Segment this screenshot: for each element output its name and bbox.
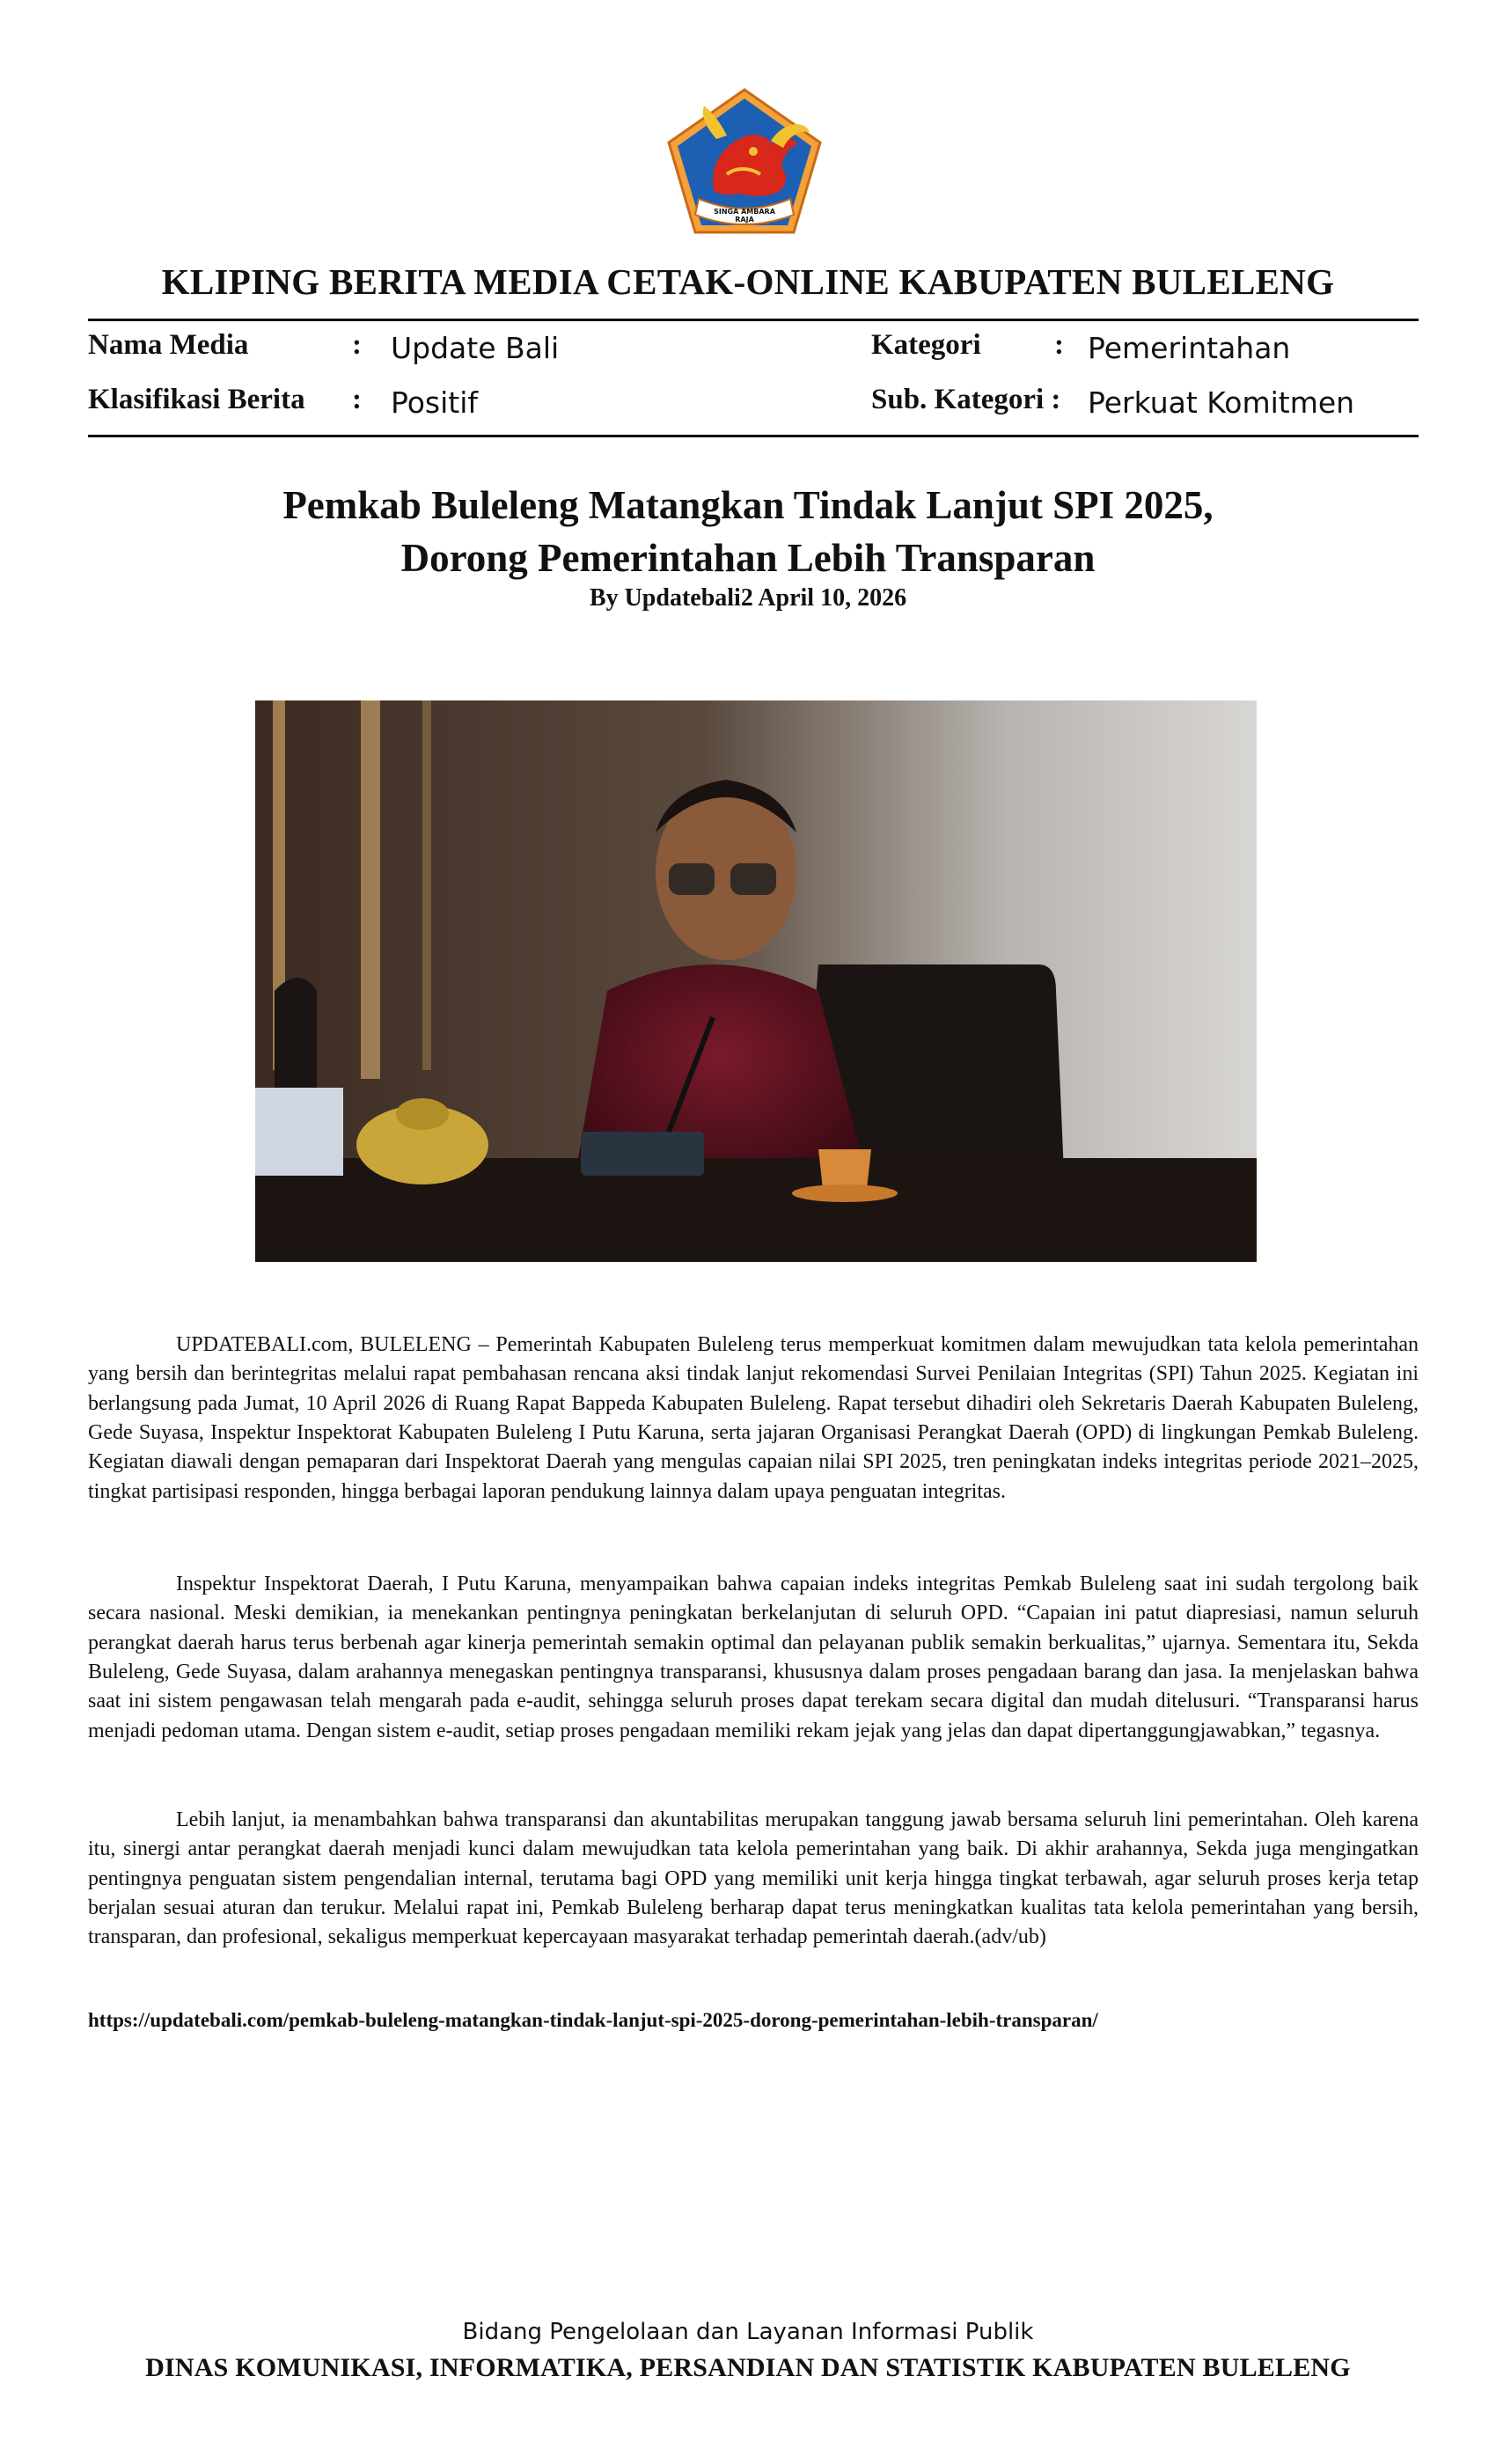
footer-department: Bidang Pengelolaan dan Layanan Informasi Publik bbox=[462, 2319, 1034, 2345]
kategori-label: Kategori bbox=[871, 329, 981, 361]
article-paragraph-3 bbox=[88, 1806, 1419, 1953]
subkategori-value: Perkuat Komitmen bbox=[1088, 385, 1355, 420]
kategori-value: Pemerintahan bbox=[1088, 331, 1291, 365]
kategori-colon: : bbox=[1054, 329, 1064, 361]
paragraph-text: UPDATEBALI.com, BULELENG – Pemerintah Kabupaten Buleleng terus memperkuat komitmen dalam mewujudkan tata kelola pemerintahan yang bersih dan berintegritas melalui rapat pembahasan rencana aksi tindak lanjut rekomendasi Survei Penilaian Integritas (SPI) Tahun 2025. Kegiatan ini berlangsung pada Jumat, 10 April 2026 di Ruang Rapat Bappeda Kabupaten Buleleng. Rapat tersebut dihadiri oleh Sekretaris Daerah Kabupaten Buleleng, Gede Suyasa, Inspektur Inspektorat Kabupaten Buleleng I Putu Karuna, serta jajaran Organisasi Perangkat Daerah (OPD) di lingkungan Pemkab Buleleng. Kegiatan diawali dengan pemaparan dari Inspektorat Daerah yang mengulas capaian nilai SPI 2025, tren peningkatan indeks integritas periode 2021–2025, tingkat partisipasi responden, hingga berbagai laporan pendukung lainnya dalam upaya penguatan integritas. bbox=[88, 1333, 1419, 1503]
document-title: KLIPING BERITA MEDIA CETAK-ONLINE KABUPATEN BULELENG bbox=[161, 261, 1335, 302]
klasifikasi-value: Positif bbox=[391, 385, 478, 420]
byline: By Updatebali2 April 10, 2026 bbox=[589, 584, 907, 612]
paragraph-text: Lebih lanjut, ia menambahkan bahwa transparansi dan akuntabilitas merupakan tanggung jawab bersama seluruh lini pemerintahan. Oleh karena itu, sinergi antar perangkat daerah menjadi kunci dalam mewujudkan tata kelola pemerintahan yang baik. Di akhir arahannya, Sekda juga mengingatkan pentingnya penguatan sistem pengendalian internal, terutama bagi OPD yang memiliki unit kerja hingga tingkat terbawah, agar seluruh proses kerja tetap berjalan sesuai aturan dan terukur. Melalui rapat ini, Pemkab Buleleng berharap dapat terus meningkatkan kualitas tata kelola pemerintahan yang bersih, transparan, dan profesional, sekaligus memperkuat kepercayaan masyarakat terhadap pemerintah daerah.(adv/ub) bbox=[88, 1808, 1419, 1949]
headline-line-2: Dorong Pemerintahan Lebih Transparan bbox=[400, 536, 1096, 580]
article-paragraph-2 bbox=[88, 1570, 1419, 1746]
source-url-link[interactable]: https://updatebali.com/pemkab-buleleng-matangkan-tindak-lanjut-spi-2025-dorong-pemerintahan-lebih-transparan/ bbox=[88, 2009, 1098, 2031]
klasifikasi-label: Klasifikasi Berita bbox=[88, 384, 305, 415]
emblem-caption: SINGA AMBARA RAJA bbox=[714, 208, 775, 224]
nama-media-colon: : bbox=[352, 329, 362, 361]
headline-line-1: Pemkab Buleleng Matangkan Tindak Lanjut SPI 2025, bbox=[282, 483, 1214, 527]
nama-media-label: Nama Media bbox=[88, 329, 249, 361]
nama-media-value: Update Bali bbox=[391, 331, 560, 365]
buleleng-emblem bbox=[665, 86, 824, 238]
paragraph-text: Inspektur Inspektorat Daerah, I Putu Karuna, menyampaikan bahwa capaian indeks integritas Pemkab Buleleng saat ini sudah tergolong baik secara nasional. Meski demikian, ia menekankan pentingnya peningkatan berkelanjutan di seluruh OPD. “Capaian ini patut diapresiasi, namun seluruh perangkat daerah harus terus berbenah agar kinerja pemerintah semakin optimal dan pelayanan publik semakin berkualitas,” ujarnya. Sementara itu, Sekda Buleleng, Gede Suyasa, dalam arahannya menegaskan pentingnya transparansi, khususnya dalam proses pengadaan barang dan jasa. Ia menjelaskan bahwa saat ini sistem pengawasan telah mengarah pada e-audit, sehingga seluruh proses dapat terekam secara digital dan mudah ditelusuri. “Transparansi harus menjadi pedoman utama. Dengan sistem e-audit, setiap proses pengadaan memiliki rekam jejak yang jelas dan dapat dipertanggungjawabkan,” tegasnya. bbox=[88, 1573, 1419, 1742]
klasifikasi-colon: : bbox=[352, 384, 362, 415]
article-photo bbox=[255, 700, 1257, 1262]
article-paragraph-1 bbox=[88, 1331, 1419, 1507]
subkategori-label: Sub. Kategori : bbox=[871, 384, 1061, 415]
footer-agency: DINAS KOMUNIKASI, INFORMATIKA, PERSANDIAN DAN STATISTIK KABUPATEN BULELENG bbox=[145, 2353, 1351, 2382]
top-divider bbox=[88, 319, 1419, 321]
bottom-divider bbox=[88, 435, 1419, 437]
